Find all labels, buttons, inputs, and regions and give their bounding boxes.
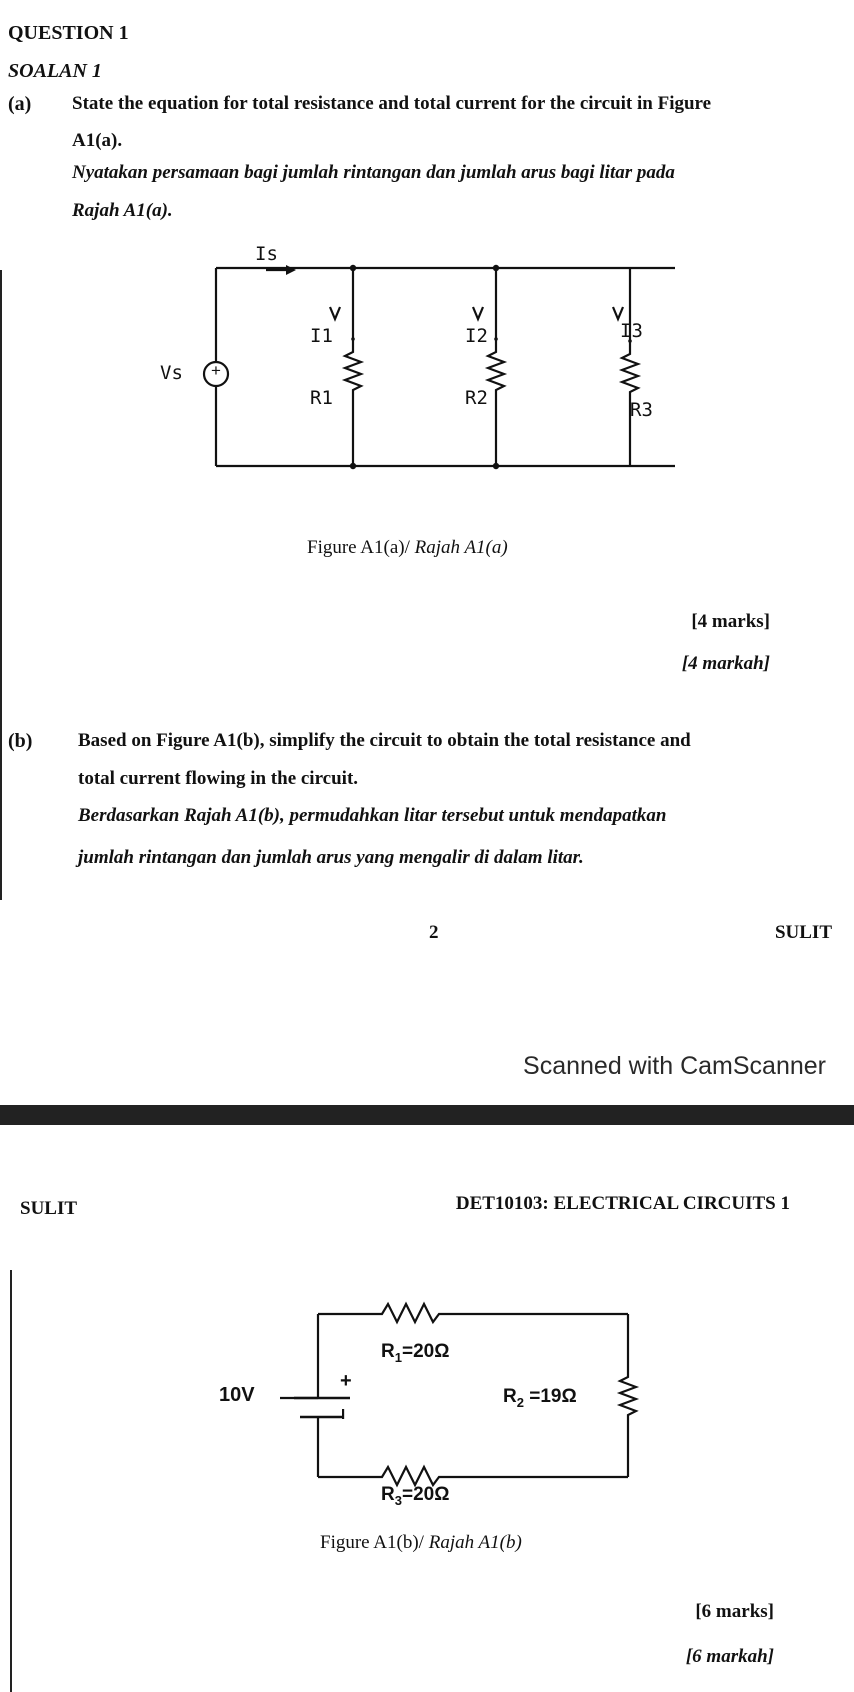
left-margin-rule [0,270,2,900]
i3-arrow-icon [613,307,623,319]
junction-dot [350,463,356,469]
r3-resistor [622,268,638,466]
junction-dot [350,265,356,271]
part-a-marks: [4 marks] [691,611,770,632]
total-current-label: Is [255,243,278,265]
i1-arrow-icon [330,307,340,319]
part-a-text-en-2: A1(a). [72,130,123,151]
part-b-marks-ms: [6 markah] [685,1646,774,1667]
part-a-text-ms-1: Nyatakan persamaan bagi jumlah rintangan dan jumlah arus bagi litar pada [72,162,675,183]
part-b-text-ms-2: jumlah rintangan dan jumlah arus yang mengalir di dalam litar. [78,847,584,868]
figure-a1b-circuit [200,1295,660,1495]
r3-value-label: $R_3=20\Omega$ [381,1484,450,1508]
i2-arrow-icon [473,307,483,319]
camscanner-watermark: Scanned with CamScanner [523,1052,826,1080]
part-b-text-en-1: Based on Figure A1(b), simplify the circuit to obtain the total resistance and [78,730,691,751]
junction-dot [493,265,499,271]
r3-resistor [318,1467,628,1485]
junction-dot [493,463,499,469]
source-label: Vs [160,362,183,384]
figure-a1a-caption-ms: Rajah A1(a) [414,537,508,558]
header-course-code: DET10103: ELECTRICAL CIRCUITS 1 [455,1193,790,1214]
header-sulit: SULIT [20,1198,78,1219]
r1-value-label: $R_1=20\Omega$ [381,1341,450,1365]
r2-resistor [620,1314,636,1477]
page-separator [0,1105,854,1125]
branch-3-current-label: I3 [620,320,643,342]
polarity-dot [351,337,355,341]
battery-minus-sign: I [341,1406,346,1423]
branch-3-resistor-label: R3 [630,399,653,421]
branch-1-current-label: I1 [310,325,333,347]
is-arrowhead-icon [286,265,296,275]
source-plus-sign: + [211,361,221,380]
r1-resistor [345,268,361,466]
figure-a1a-caption [307,537,508,559]
r1-resistor [318,1304,628,1322]
question-heading: QUESTION 1 [8,22,129,44]
r2-resistor [488,268,504,466]
figure-a1a-circuit [140,245,700,485]
part-b-label: (b) [8,730,33,752]
source-voltage-label: 10V [219,1384,255,1406]
part-a-text-en-1: State the equation for total resistance and total current for the circuit in Figure [72,93,712,114]
part-b-text-en-2: total current flowing in the circuit. [78,768,359,789]
battery-plus-sign: + [340,1370,352,1392]
footer-sulit: SULIT [774,922,832,943]
branch-2-current-label: I2 [465,325,488,347]
figure-a1b-caption-en: Figure A1(b)/ [320,1532,424,1553]
page-number: 2 [429,922,439,943]
branch-1-resistor-label: R1 [310,387,333,409]
part-b-text-ms-1: Berdasarkan Rajah A1(b), permudahkan litar tersebut untuk mendapatkan [78,805,667,826]
question-heading-ms: SOALAN 1 [8,60,102,82]
left-margin-rule-2 [10,1270,12,1692]
figure-a1b-caption [320,1532,522,1554]
part-a-label: (a) [8,93,32,115]
polarity-dot [494,337,498,341]
r2-value-label: $R_2 =19\Omega$ [503,1386,577,1410]
figure-a1b-caption-ms: Rajah A1(b) [428,1532,522,1553]
part-b-marks: [6 marks] [695,1601,774,1622]
part-a-text-ms-2: Rajah A1(a). [72,200,173,221]
part-a-marks-ms: [4 markah] [681,653,770,674]
branch-2-resistor-label: R2 [465,387,488,409]
figure-a1a-caption-en: Figure A1(a)/ [307,537,410,558]
